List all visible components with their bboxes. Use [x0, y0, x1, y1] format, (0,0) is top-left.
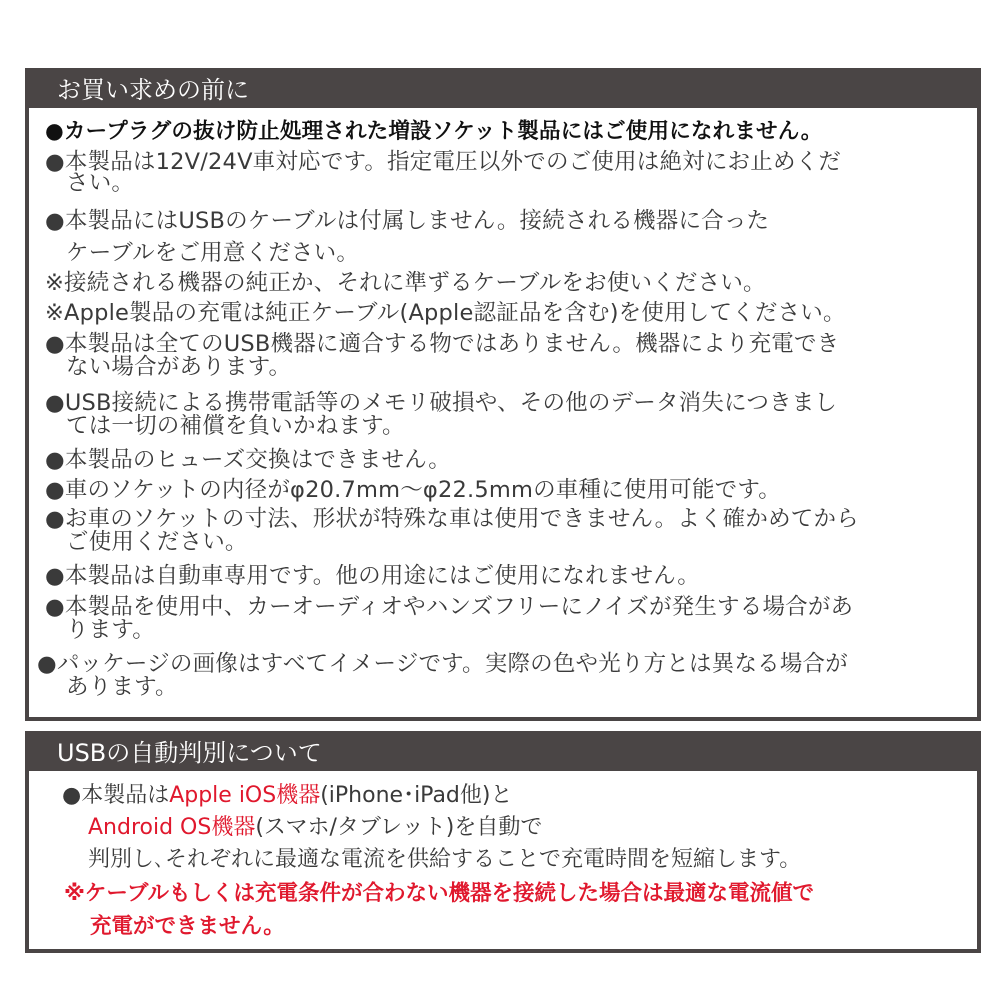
usb-line-1 — [62, 782, 512, 810]
notice-line: ない場合があります。 — [66, 354, 292, 380]
purchase-notice-title: お買い求めの前に — [29, 72, 977, 108]
usb-detection-title: USBの自動判別について — [29, 735, 977, 771]
android-os-label: Android OS機器 — [88, 815, 256, 840]
notice-line: あります。 — [66, 674, 178, 700]
notice-item-fuse — [45, 447, 451, 474]
notice-line: ●本製品は全てのUSB機器に適合する物ではありません。機器により充電でき — [45, 331, 840, 357]
notice-line: さい。 — [66, 170, 135, 196]
usb-text: (スマホ/タブレット)を自動で — [255, 815, 543, 840]
notice-item-compat — [45, 331, 839, 381]
notice-line: ●車のソケットの内径がφ20.7mm〜φ22.5mmの車種に使用可能です。 — [45, 477, 781, 503]
usb-warning — [64, 877, 814, 943]
notice-line: ●パッケージの画像はすべてイメージです。実際の色や光り方とは異なる場合が — [37, 651, 848, 677]
usb-text: (iPhone･iPad他)と — [320, 783, 513, 808]
notice-line: ●本製品のヒューズ交換はできません。 — [45, 447, 451, 473]
notice-line: ては一切の補償を負いかねます。 — [66, 413, 405, 439]
notice-line: ●本製品にはUSBのケーブルは付属しません。接続される機器に合った — [45, 208, 770, 234]
notice-item-apple — [45, 300, 846, 327]
usb-text: ●本製品は — [62, 783, 170, 808]
usb-line-2 — [88, 814, 542, 842]
warning-line: 充電ができません。 — [90, 914, 285, 939]
notice-item-plug — [45, 118, 822, 145]
notice-line: ●カープラグの抜け防止処理された増設ソケット製品にはご使用になれません。 — [45, 119, 823, 144]
notice-item-cable — [45, 205, 769, 269]
notice-line: ●本製品を使用中、カーオーディオやハンズフリーにノイズが発生する場合があ — [45, 594, 854, 620]
notice-item-special-socket — [45, 506, 859, 556]
notice-item-car-only — [45, 563, 700, 590]
notice-line: ※接続される機器の純正か、それに準ずるケーブルをお使いください。 — [45, 270, 766, 296]
notice-item-data-loss — [45, 390, 837, 440]
notice-line: ケーブルをご用意ください。 — [66, 240, 360, 266]
notice-line: ご使用ください。 — [66, 529, 248, 555]
usb-line-3: 判別し､それぞれに最適な電流を供給することで充電時間を短縮します。 — [88, 847, 802, 872]
notice-item-genuine-cable — [45, 270, 766, 297]
notice-line: ●本製品は自動車専用です。他の用途にはご使用になれません。 — [45, 563, 700, 589]
notice-line: ●お車のソケットの寸法、形状が特殊な車は使用できません。よく確かめてから — [45, 506, 859, 532]
apple-ios-label: Apple iOS機器 — [169, 783, 321, 808]
notice-item-package-image — [37, 651, 848, 701]
notice-line: ●USB接続による携帯電話等のメモリ破損や、その他のデータ消失につきまし — [45, 390, 838, 416]
warning-line: ※ケーブルもしくは充電条件が合わない機器を接続した場合は最適な電流値で — [64, 881, 814, 906]
notice-line: ります。 — [66, 617, 156, 643]
notice-line: ※Apple製品の充電は純正ケーブル(Apple認証品を含む)を使用してください。 — [45, 300, 846, 326]
notice-item-noise — [45, 594, 853, 644]
notice-item-voltage — [45, 149, 841, 197]
notice-line: ●本製品は12V/24V車対応です。指定電圧以外でのご使用は絶対にお止めくだ — [45, 149, 842, 175]
notice-item-socket-size — [45, 477, 781, 504]
